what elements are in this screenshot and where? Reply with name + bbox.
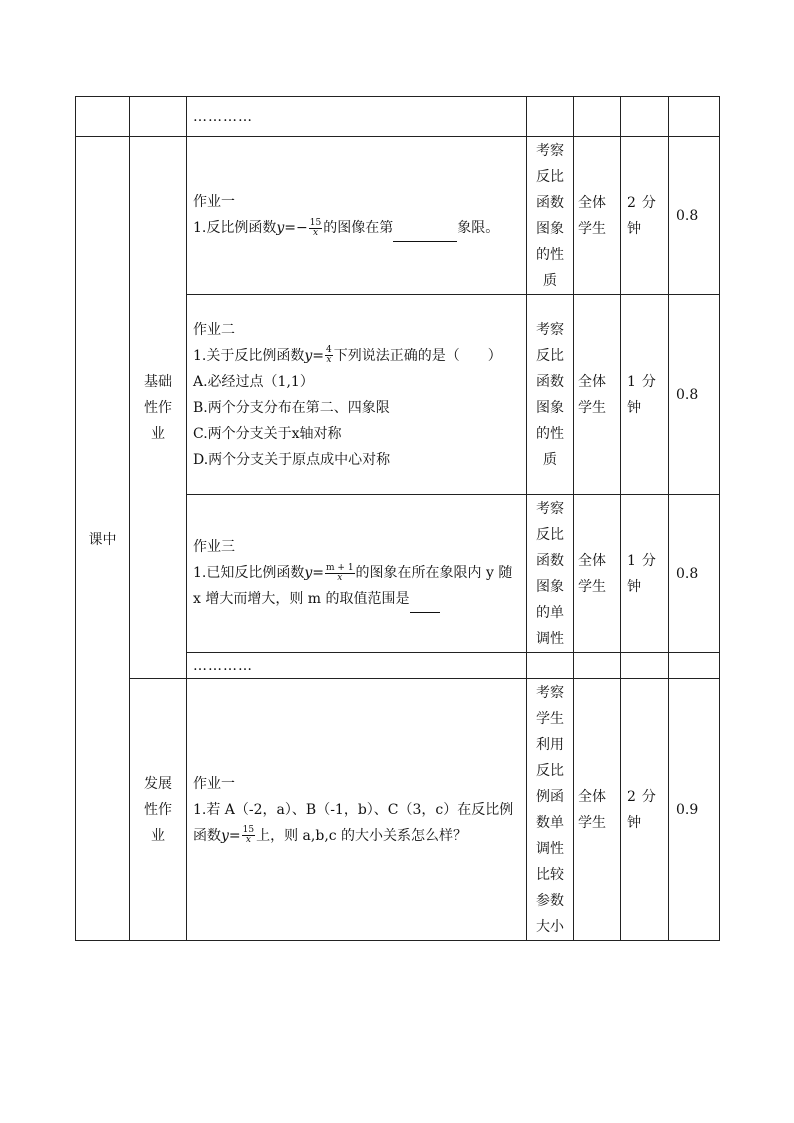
fraction-numerator: 4	[326, 345, 332, 355]
target-cell: 全体学生	[574, 679, 621, 941]
homework-title: 作业一	[193, 775, 235, 792]
question-text: 的图象在所在象限内 y 随 x 增大而增大，则 m 的取值范围是	[193, 565, 513, 607]
math-var: y	[304, 565, 313, 581]
fraction	[325, 564, 355, 583]
math-op: =	[228, 827, 241, 844]
math-op: =	[312, 565, 325, 581]
homework-content-2	[187, 295, 527, 495]
homework-title: 作业一	[193, 194, 235, 210]
fraction-numerator: m + 1	[326, 562, 354, 573]
option-a: A.必经过点（1,1）	[193, 373, 314, 390]
option-b: B.两个分支分布在第二、四象限	[193, 399, 390, 416]
category-basic-label: 基础性作业	[144, 373, 172, 442]
question-text: 象限。	[457, 220, 500, 236]
stage-cell: 课中	[76, 137, 130, 941]
question-text: 下列说法正确的是（ ）	[333, 347, 502, 364]
math-op: =−	[284, 220, 308, 236]
time-cell: 2分钟	[621, 679, 669, 941]
fraction-denominator: x	[245, 835, 251, 845]
math-var: y	[276, 220, 285, 236]
homework-question	[193, 797, 520, 849]
homework-title: 作业二	[193, 321, 235, 338]
empty-cell	[76, 97, 130, 137]
empty-cell	[621, 653, 669, 679]
question-text: 1.若 A（-2，a）、B（-1，b）、C（3，c）在反比例函数	[193, 801, 514, 844]
purpose-cell: 考察反比函数图象的性质	[527, 137, 574, 295]
empty-cell	[574, 97, 621, 137]
fraction	[325, 346, 333, 365]
value-cell: 0.8	[669, 495, 720, 653]
table-row	[76, 97, 720, 137]
value-cell: 0.8	[669, 137, 720, 295]
ellipsis-text: …………	[187, 653, 527, 679]
empty-cell	[527, 97, 574, 137]
empty-cell	[574, 653, 621, 679]
empty-cell	[669, 97, 720, 137]
empty-cell	[669, 653, 720, 679]
question-text: 1.反比例函数	[193, 220, 277, 236]
fraction	[309, 219, 322, 238]
homework-content-develop	[187, 679, 527, 941]
fraction-numerator: 15	[309, 217, 322, 228]
target-cell: 全体学生	[574, 295, 621, 495]
option-c: C.两个分支关于x轴对称	[193, 425, 342, 442]
empty-cell	[130, 97, 187, 137]
question-text: 1.已知反比例函数	[193, 565, 305, 581]
category-develop-label: 发展性作业	[144, 775, 172, 844]
empty-cell	[621, 97, 669, 137]
fraction-denominator: x	[337, 572, 343, 583]
ellipsis-text: …………	[187, 97, 527, 137]
target-cell: 全体学生	[574, 495, 621, 653]
fraction-denominator: x	[326, 355, 332, 365]
homework-design-table	[75, 96, 720, 941]
option-d: D.两个分支关于原点成中心对称	[193, 451, 391, 468]
question-text: 上，则 a,b,c 的大小关系怎么样？	[256, 827, 468, 844]
question-text: 1.关于反比例函数	[193, 347, 305, 364]
purpose-cell: 考察反比函数图象的单调性	[527, 495, 574, 653]
empty-cell	[527, 653, 574, 679]
homework-title: 作业三	[193, 539, 235, 555]
homework-content-3	[187, 495, 527, 653]
time-cell: 1分钟	[621, 495, 669, 653]
homework-question	[193, 560, 520, 613]
homework-question	[193, 215, 520, 242]
category-basic-cell	[130, 137, 187, 679]
math-var: y	[221, 827, 229, 844]
fraction-numerator: 15	[242, 825, 255, 835]
purpose-cell: 考察学生利用反比例函数单调性比较参数大小	[527, 679, 574, 941]
time-cell: 1分钟	[621, 295, 669, 495]
purpose-cell: 考察反比函数图象的性质	[527, 295, 574, 495]
homework-content-1	[187, 137, 527, 295]
answer-blank	[410, 586, 440, 613]
value-cell: 0.9	[669, 679, 720, 941]
question-text: 的图像在第	[323, 220, 394, 236]
homework-question	[193, 343, 520, 369]
category-develop-cell	[130, 679, 187, 941]
answer-blank	[393, 215, 457, 242]
fraction-denominator: x	[312, 227, 319, 238]
math-var: y	[304, 347, 313, 364]
math-op: =	[312, 347, 325, 364]
value-cell: 0.8	[669, 295, 720, 495]
fraction	[242, 826, 255, 845]
time-cell: 2分钟	[621, 137, 669, 295]
target-cell: 全体学生	[574, 137, 621, 295]
table-row	[76, 137, 720, 295]
table-row	[76, 679, 720, 941]
